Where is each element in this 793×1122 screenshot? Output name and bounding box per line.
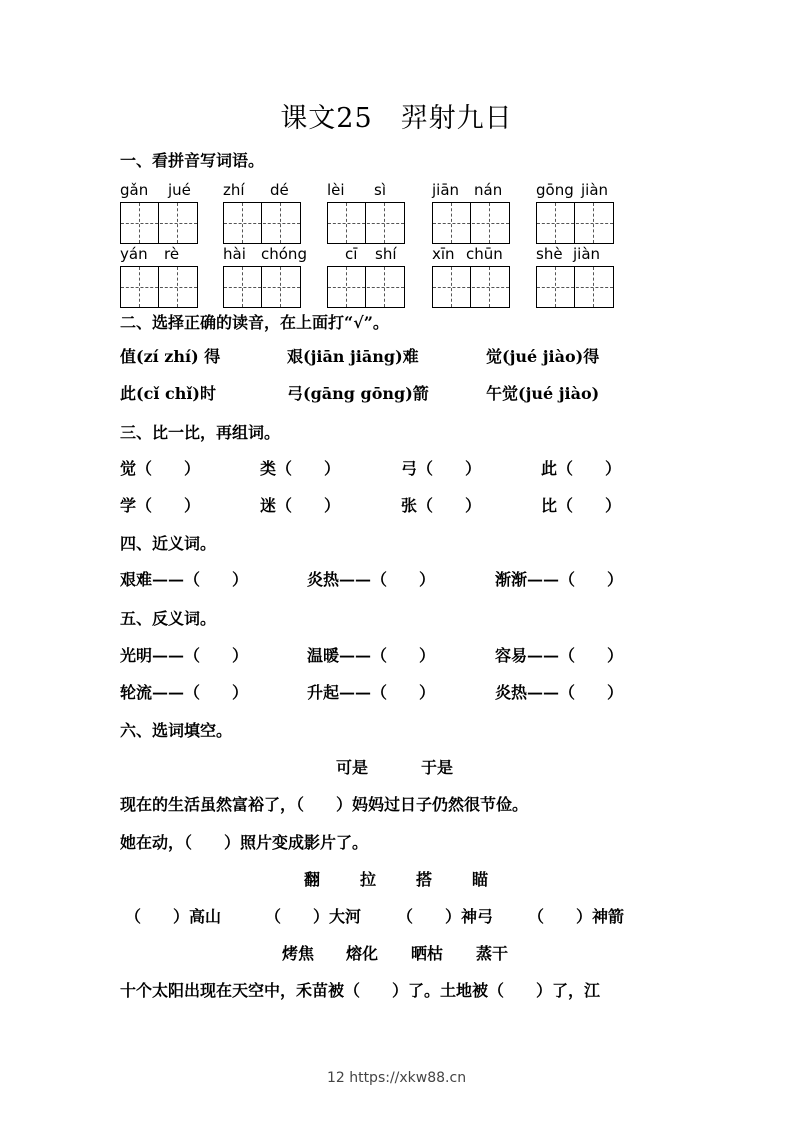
compare-item[interactable]: 迷（ ） xyxy=(260,496,341,515)
pinyin-syllable: cī xyxy=(345,245,358,263)
pinyin-syllable: yán xyxy=(120,245,148,263)
writing-boxes[interactable] xyxy=(327,266,405,308)
antonym-item[interactable]: 轮流——（ ） xyxy=(120,683,249,702)
pinyin-syllable: jué xyxy=(168,181,191,199)
pinyin-syllable: gǎn xyxy=(120,181,149,199)
writing-boxes[interactable] xyxy=(536,202,614,244)
page-title: 课文25 羿射九日 xyxy=(280,103,513,134)
word-choice: 翻 xyxy=(304,870,321,889)
reading-choice-item[interactable]: 此(cǐ chǐ)时 xyxy=(120,384,216,403)
section6-heading: 六、选词填空。 xyxy=(120,721,233,740)
pinyin-syllable: hài xyxy=(223,245,246,263)
antonym-item[interactable]: 炎热——（ ） xyxy=(495,683,624,702)
word-choice: 烤焦 xyxy=(282,944,315,963)
antonym-item[interactable]: 容易——（ ） xyxy=(495,646,624,665)
sentence-text[interactable]: 十个太阳出现在天空中，禾苗被（ ）了。土地被（ ）了，江 xyxy=(120,981,601,1000)
pinyin-syllable: jiàn xyxy=(573,245,601,263)
synonym-item[interactable]: 炎热——（ ） xyxy=(307,570,436,589)
section3-heading: 三、比一比，再组词。 xyxy=(120,423,281,442)
writing-boxes[interactable] xyxy=(432,266,510,308)
section2-heading: 二、选择正确的读音，在上面打“√”。 xyxy=(120,313,389,332)
word-choice: 可是 xyxy=(336,758,369,777)
compare-item[interactable]: 比（ ） xyxy=(541,496,622,515)
reading-choice-item[interactable]: 午觉(jué jiào) xyxy=(486,384,600,403)
section4-heading: 四、近义词。 xyxy=(120,534,217,553)
pinyin-syllable: lèi xyxy=(327,181,345,199)
pinyin-syllable: shí xyxy=(375,245,397,263)
word-choice: 晒枯 xyxy=(411,944,444,963)
sentence-text[interactable]: 现在的生活虽然富裕了，（ ）妈妈过日子仍然很节俭。 xyxy=(120,795,529,814)
compare-item[interactable]: 此（ ） xyxy=(541,459,622,478)
reading-choice-item[interactable]: 艰(jiān jiāng)难 xyxy=(287,347,419,366)
compare-item[interactable]: 弓（ ） xyxy=(401,459,482,478)
compare-item[interactable]: 类（ ） xyxy=(260,459,341,478)
pinyin-syllable: xīn xyxy=(432,245,455,263)
writing-boxes[interactable] xyxy=(223,266,301,308)
compare-item[interactable]: 觉（ ） xyxy=(120,459,201,478)
antonym-item[interactable]: 光明——（ ） xyxy=(120,646,249,665)
synonym-item[interactable]: 艰难——（ ） xyxy=(120,570,249,589)
section5-heading: 五、反义词。 xyxy=(120,609,217,628)
page-footer: 12 https://xkw88.cn xyxy=(326,1070,467,1086)
fill-item[interactable]: （ ）神箭 xyxy=(528,907,625,926)
pinyin-syllable: rè xyxy=(164,245,180,263)
fill-item[interactable]: （ ）大河 xyxy=(265,907,362,926)
sentence-text[interactable]: 她在动，（ ）照片变成影片了。 xyxy=(120,833,369,852)
word-choice: 瞄 xyxy=(472,870,489,889)
section1-heading: 一、看拼音写词语。 xyxy=(120,151,265,170)
pinyin-syllable: shè xyxy=(536,245,563,263)
fill-item[interactable]: （ ）神弓 xyxy=(397,907,494,926)
writing-boxes[interactable] xyxy=(223,202,301,244)
word-choice: 蒸干 xyxy=(476,944,509,963)
pinyin-syllable: jiàn xyxy=(581,181,609,199)
compare-item[interactable]: 张（ ） xyxy=(401,496,482,515)
word-choice: 熔化 xyxy=(346,944,379,963)
writing-boxes[interactable] xyxy=(120,202,198,244)
compare-item[interactable]: 学（ ） xyxy=(120,496,201,515)
word-choice: 拉 xyxy=(360,870,377,889)
writing-boxes[interactable] xyxy=(432,202,510,244)
reading-choice-item[interactable]: 弓(gāng gōng)箭 xyxy=(287,384,429,403)
pinyin-syllable: nán xyxy=(474,181,503,199)
word-choice: 搭 xyxy=(416,870,433,889)
synonym-item[interactable]: 渐渐——（ ） xyxy=(495,570,624,589)
pinyin-syllable: gōng xyxy=(536,181,574,199)
word-choice: 于是 xyxy=(421,758,454,777)
antonym-item[interactable]: 温暖——（ ） xyxy=(307,646,436,665)
reading-choice-item[interactable]: 值(zí zhí) 得 xyxy=(120,347,221,366)
writing-boxes[interactable] xyxy=(327,202,405,244)
writing-boxes[interactable] xyxy=(536,266,614,308)
pinyin-syllable: sì xyxy=(374,181,386,199)
pinyin-syllable: dé xyxy=(270,181,289,199)
pinyin-syllable: chóng xyxy=(261,245,307,263)
pinyin-syllable: jiān xyxy=(432,181,460,199)
pinyin-syllable: chūn xyxy=(466,245,503,263)
reading-choice-item[interactable]: 觉(jué jiào)得 xyxy=(486,347,600,366)
writing-boxes[interactable] xyxy=(120,266,198,308)
pinyin-syllable: zhí xyxy=(223,181,245,199)
antonym-item[interactable]: 升起——（ ） xyxy=(307,683,436,702)
fill-item[interactable]: （ ）高山 xyxy=(125,907,222,926)
